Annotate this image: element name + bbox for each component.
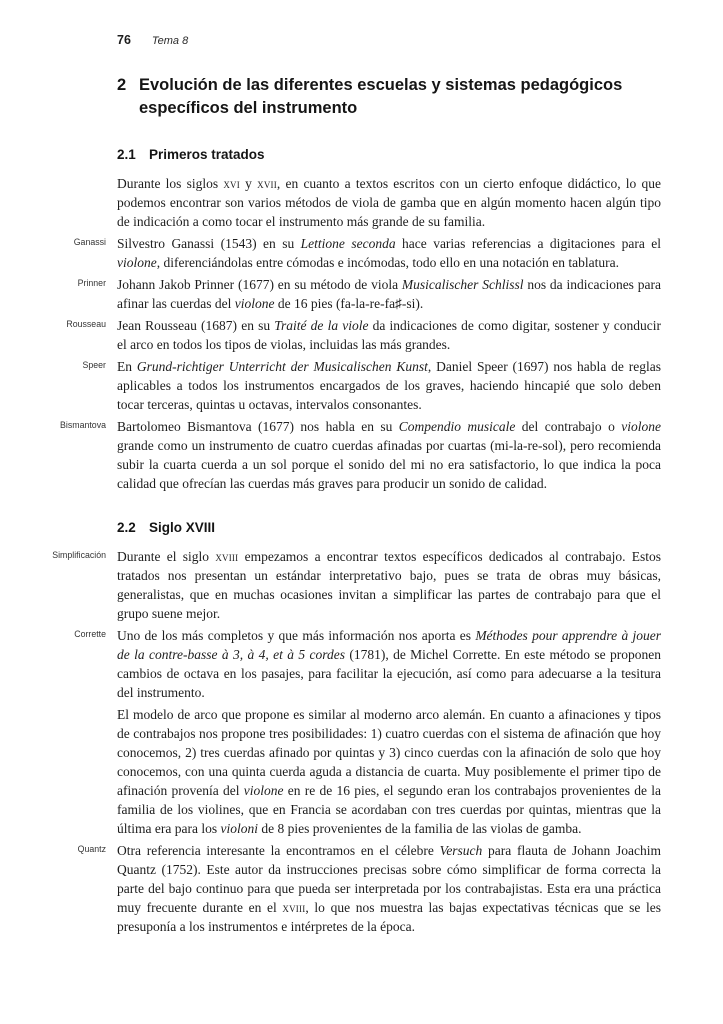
text-segment: xviii bbox=[282, 900, 306, 915]
heading-number: 2.2 bbox=[117, 520, 136, 535]
margin-label-corrette: Corrette bbox=[74, 629, 106, 639]
text-segment: en re de 16 pies, el segundo eran los contrabajos provenientes de la familia de los violines, que en Francia se acordaban con tres cuerdas por quintas, mientras que la última era para los bbox=[117, 783, 661, 836]
text-segment: Compendio musicale bbox=[398, 419, 516, 434]
text-segment: (1781), de Michel Corrette. En este método se proponen cambios de octava en los pasajes, para facilitar la ejecución, así como para adecuarse a la tesitura del instrumento. bbox=[117, 647, 661, 700]
paragraph-12 bbox=[77, 841, 661, 936]
text-segment: grande como un instrumento de cuatro cuerdas afinadas por cuartas (mi-la-re-sol), pero recomienda subir la cuarta cuerda a un sol porque el sonido del mi no era satisfactorio, lo que indica la poca calidad que ofrecían las cuerdas más graves para producir un sonido de calidad. bbox=[117, 438, 661, 491]
text-segment: , diferenciándolas entre cómodas e incómodas, todo ello en una notación en tablatura. bbox=[156, 255, 619, 270]
text-segment: xvii bbox=[257, 176, 277, 191]
margin-label-ganassi: Ganassi bbox=[73, 237, 106, 247]
heading-text: Primeros tratados bbox=[149, 147, 265, 162]
paragraph-9 bbox=[52, 547, 662, 623]
text-segment: , Daniel Speer (1697) nos habla de reglas aplicables a todos los instrumentos encargados de los graves, haciendo hincapié que solo deben tocar terceras, quintas u octavas, intervalos consonantes. bbox=[117, 359, 661, 412]
margin-label-bismantova: Bismantova bbox=[60, 420, 106, 430]
heading-number: 2.1 bbox=[117, 147, 136, 162]
margin-label-simplificación: Simplificación bbox=[52, 550, 106, 560]
margin-label-quantz: Quantz bbox=[77, 844, 106, 854]
text-segment: Traité de la viole bbox=[274, 318, 369, 333]
text-segment: Bartolomeo Bismantova (1677) nos habla en su bbox=[117, 419, 399, 434]
heading-number: 2 bbox=[117, 76, 127, 94]
text-segment: violoni bbox=[220, 821, 258, 836]
text-segment: Durante el siglo bbox=[117, 549, 216, 564]
text-segment: Jean Rousseau (1687) en su bbox=[117, 318, 275, 333]
text-segment: nos da indicaciones para afinar las cuerdas del bbox=[117, 277, 661, 311]
text-segment: da indicaciones de como digitar, sostener y conducir el arco en todos los tipos de violas, incluidas las más grandes. bbox=[117, 318, 661, 352]
paragraph-6 bbox=[82, 357, 661, 414]
page-header bbox=[117, 33, 661, 47]
text-segment: Uno de los más completos y que más información nos aporta es bbox=[117, 628, 476, 643]
text-segment: violone bbox=[234, 296, 275, 311]
heading-text: Evolución de las diferentes escuelas y sistemas pedagógicos específicos del instrumento bbox=[139, 76, 623, 117]
text-segment: violone bbox=[117, 255, 157, 270]
text-segment: Versuch bbox=[439, 843, 483, 858]
page-number: 76 bbox=[117, 33, 131, 47]
text-segment: , en cuanto a textos escritos con un cierto enfoque didáctico, lo que podemos encontrar son varios métodos de viola de gamba que en algún momento hacen algún tipo de indicación a como tocar el instrumento más grande de su familia. bbox=[117, 176, 661, 229]
text-segment: violone bbox=[243, 783, 284, 798]
text-segment: violone bbox=[621, 419, 661, 434]
margin-label-rousseau: Rousseau bbox=[66, 319, 106, 329]
text-segment: Méthodes pour apprendre à jouer de la contre-basse à 3, à 4, et à 5 cordes bbox=[117, 628, 661, 662]
text-segment: Musicalischer Schlissl bbox=[401, 277, 524, 292]
text-segment: de 16 pies (fa-la-re-fa♯-si). bbox=[274, 296, 424, 311]
text-segment: Grund-richtiger Unterricht der Musicalischen Kunst bbox=[136, 359, 428, 374]
text-segment: Johann Jakob Prinner (1677) en su método de viola bbox=[117, 277, 402, 292]
text-segment: para flauta de Johann Joachim Quantz (1752). Este autor da instrucciones precisas sobre cómo simplificar de forma correcta la parte del bajo continuo para que pueda ser interpretada por los contrabajistas. Esta era una práctica muy frecuente durante en el bbox=[117, 843, 661, 915]
chapter-label: Tema 8 bbox=[151, 35, 189, 47]
paragraph-5 bbox=[66, 316, 661, 354]
text-segment: Otra referencia interesante la encontramos en el célebre bbox=[117, 843, 440, 858]
text-segment: xvi bbox=[223, 176, 240, 191]
text-segment: empezamos a encontrar textos específicos dedicados al contrabajo. Estos tratados nos presentan un estándar interpretativo bajo, pues se trata de obras muy básicas, generalistas, que en muchas ocasiones invitan a simplificar las partes de contrabajo para que el grupo suene mejor. bbox=[117, 549, 662, 621]
paragraph-3 bbox=[73, 234, 662, 272]
paragraph-10 bbox=[74, 626, 661, 702]
text-segment: Silvestro Ganassi (1543) en su bbox=[117, 236, 301, 251]
text-segment: En bbox=[117, 359, 137, 374]
text-segment: hace varias referencias a digitaciones para el bbox=[395, 236, 662, 251]
text-segment: El modelo de arco que propone es similar al moderno arco alemán. En cuanto a afinaciones y tipos de contrabajos nos propone tres posibilidades: 1) cuatro cuerdas con el sistema de afinación que hoy conocemos, 2) tres cuerdas afinado por quintas y 3) cinco cuerdas con la afinación de solo que hoy conocemos, con una quinta cuerda aguda a distancia de cuarta. Muy posiblemente el primer tipo de afinación provenía del bbox=[117, 707, 661, 798]
text-segment: , lo que nos muestra las bajas expectativas técnicas que se les presuponía a los instrumentos e intérpretes de la época. bbox=[117, 900, 661, 934]
margin-label-speer: Speer bbox=[82, 360, 106, 370]
text-segment: Durante los siglos bbox=[117, 176, 224, 191]
text-segment: Lettione seconda bbox=[300, 236, 396, 251]
document-body bbox=[52, 74, 662, 936]
paragraph-2 bbox=[117, 174, 661, 231]
margin-label-prinner: Prinner bbox=[77, 278, 106, 288]
text-segment: del contrabajo o bbox=[515, 419, 622, 434]
text-segment: de 8 pies provenientes de la familia de las violas de gamba. bbox=[257, 821, 582, 836]
heading-text: Siglo XVIII bbox=[149, 520, 216, 535]
paragraph-11 bbox=[117, 705, 661, 838]
paragraph-7 bbox=[60, 417, 661, 493]
section-heading-2.1 bbox=[117, 146, 661, 164]
text-segment: y bbox=[239, 176, 258, 191]
text-segment: xviii bbox=[215, 549, 239, 564]
section-heading-2.2 bbox=[117, 519, 661, 537]
paragraph-4 bbox=[77, 275, 661, 313]
section-heading-2 bbox=[117, 74, 661, 120]
